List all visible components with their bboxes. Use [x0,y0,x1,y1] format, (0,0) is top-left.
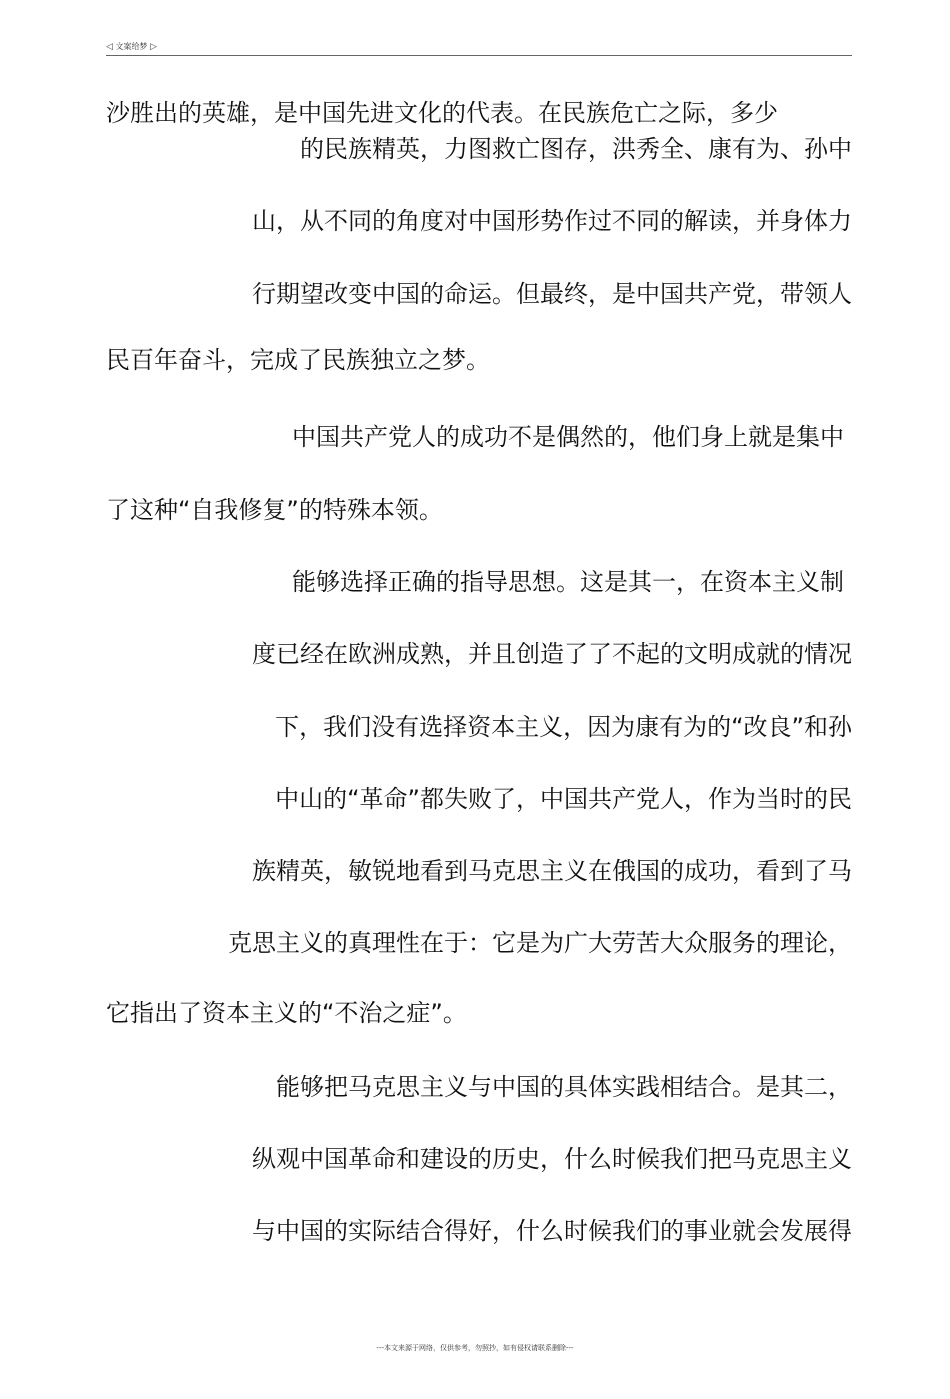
page-footer: ---本文来源于网络，仅供参考，勿照抄，如有侵权请联系删除--- [376,1344,574,1352]
right-triangle-icon: ▷ [150,42,157,52]
text-line: 中山的“革命”都失败了，中国共产党人，作为当时的民 [275,785,852,813]
text-line: 它指出了资本主义的“不治之症”。 [106,999,467,1027]
page-header [106,40,852,54]
text-line: 能够把马克思主义与中国的具体实践相结合。是其二， [276,1073,852,1101]
text-line: 沙胜出的英雄，是中国先进文化的代表。在民族危亡之际，多少 [106,99,778,127]
text-line: 与中国的实际结合得好，什么时候我们的事业就会发展得 [252,1217,852,1245]
header-divider [106,55,852,56]
text-line: 中国共产党人的成功不是偶然的，他们身上就是集中 [292,423,844,451]
text-line: 山，从不同的角度对中国形势作过不同的解读，并身体力 [252,207,852,235]
text-line: 民百年奋斗，完成了民族独立之梦。 [106,346,490,374]
text-line: 能够选择正确的指导思想。这是其一，在资本主义制 [292,568,844,596]
text-line: 的民族精英，力图救亡图存，洪秀全、康有为、孙中 [300,135,852,163]
header-title: 文案给梦 [115,42,148,51]
left-triangle-icon: ◁ [106,42,113,52]
text-line: 度已经在欧洲成熟，并且创造了了不起的文明成就的情况 [252,640,852,668]
text-line: 了这种“自我修复”的特殊本领。 [106,496,443,524]
text-line: 行期望改变中国的命运。但最终，是中国共产党，带领人 [252,280,852,308]
text-line: 纵观中国革命和建设的历史，什么时候我们把马克思主义 [252,1145,852,1173]
text-line: 克思主义的真理性在于：它是为广大劳苦大众服务的理论， [228,929,852,957]
text-line: 族精英，敏锐地看到马克思主义在俄国的成功，看到了马 [252,857,852,885]
text-line: 下，我们没有选择资本主义，因为康有为的“改良”和孙 [275,713,852,741]
